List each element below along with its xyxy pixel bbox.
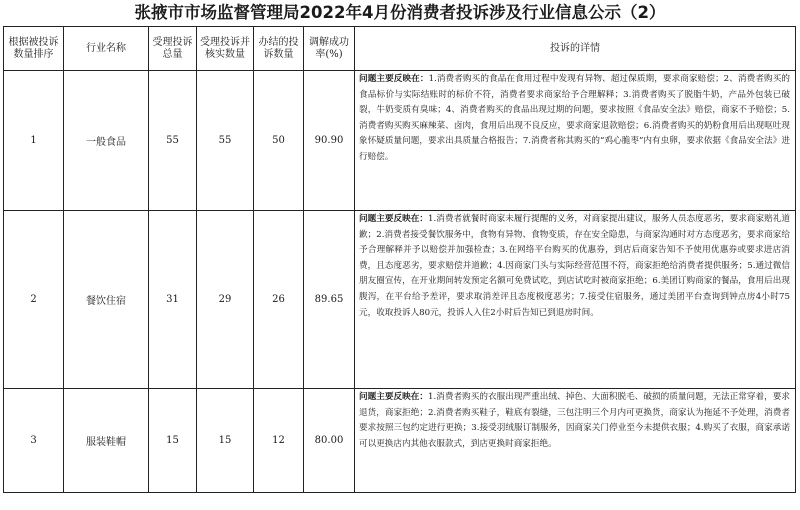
- row-rank: 1: [4, 71, 64, 211]
- row-total: 31: [149, 211, 197, 389]
- row-industry: 服装鞋帽: [64, 389, 149, 493]
- row-closed: 50: [254, 71, 304, 211]
- header-total: 受理投诉总量: [149, 27, 197, 71]
- detail-text: 1.消费者就餐时商家未履行提醒的义务，对商家提出建议，服务人员态度恶劣，要求商家赔礼道歉；2.消费者接受餐饮服务中，食物有异物、食物变质，存在安全隐患，与商家沟通时对方态度恶劣，要求商家给予合理解释并予以赔偿并加强检查；3.在网络平台购买的优惠券，到店后商家告知不予使用优惠券或要求进店消费，且态度恶劣，要求赔偿并道歉；4.因商家门头与实际经营范围不符，商家拒绝给消费者提供服务；5.通过微信朋友圈宣传，在开业期间转发预定名额可免费试吃，到店试吃时被商家拒绝；6.美团订购商家的餐品，食用后出现腹泻，在平台给予差评，要求取消差评且态度极度恶劣；7.接受住宿服务，通过美团平台查询到钟点房4小时75元，收取投诉人80元，投诉人入住2小时后告知已到退房时间。: [359, 214, 790, 318]
- row-industry: 餐饮住宿: [64, 211, 149, 389]
- row-success-rate: 89.65: [304, 211, 355, 389]
- row-details: [355, 211, 796, 389]
- header-closed: 办结的投诉数量: [254, 27, 304, 71]
- table-header-row: [4, 27, 796, 71]
- table-row: [4, 211, 796, 389]
- table-row: [4, 71, 796, 211]
- detail-label: 问题主要反映在：: [359, 74, 429, 84]
- detail-label: 问题主要反映在：: [359, 392, 429, 402]
- row-industry: 一般食品: [64, 71, 149, 211]
- row-verified: 55: [197, 71, 254, 211]
- row-verified: 29: [197, 211, 254, 389]
- complaint-table: [3, 26, 796, 493]
- row-verified: 15: [197, 389, 254, 493]
- header-success-rate: 调解成功率(%): [304, 27, 355, 71]
- row-closed: 12: [254, 389, 304, 493]
- row-details: [355, 389, 796, 493]
- row-closed: 26: [254, 211, 304, 389]
- header-details: 投诉的详情: [355, 27, 796, 71]
- row-total: 55: [149, 71, 197, 211]
- row-total: 15: [149, 389, 197, 493]
- header-industry: 行业名称: [64, 27, 149, 71]
- row-details: [355, 71, 796, 211]
- detail-label: 问题主要反映在：: [359, 214, 429, 224]
- detail-text: 1.消费者购买的衣服出现严重出绒、掉色、大面积脱毛、破损的质量问题，无法正常穿着，要求退货，商家拒绝；2.消费者购买鞋子，鞋底有裂缝，三包注明三个月内可更换货，商家认为拖延不予处理，消费者要求按照三包约定进行更换；3.接受羽绒服订制服务，因商家关门停业至今未提供衣服；4.购买了衣服，商家承诺可以更换店内其他衣服款式，到店更换时商家拒绝。: [359, 392, 790, 449]
- header-verified: 受理投诉并核实数量: [197, 27, 254, 71]
- row-rank: 2: [4, 211, 64, 389]
- detail-text: 1.消费者购买的食品在食用过程中发现有异物、超过保质期，要求商家赔偿；2、消费者购买的食品标价与实际结账时的标价不符，消费者要求商家给予合理解释；3.消费者购买了脱脂牛奶，产品外包装已破裂，牛奶变质有臭味；4、消费者购买的食品出现过期的问题，要求按照《食品安全法》赔偿，商家不予赔偿；5.消费者购买购买麻辣菜、卤肉，食用后出现不良反应，要求商家退款赔偿；6.消费者购买的奶粉食用后出现呕吐现象怀疑质量问题，要求出具质量合格报告；7.消费者称其购买的“鸡心脆枣”内有虫卵，要求依据《食品安全法》进行赔偿。: [359, 74, 790, 162]
- row-rank: 3: [4, 389, 64, 493]
- page-title: 张掖市市场监督管理局2022年4月份消费者投诉涉及行业信息公示（2）: [134, 3, 666, 22]
- row-success-rate: 80.00: [304, 389, 355, 493]
- row-success-rate: 90.90: [304, 71, 355, 211]
- table-row: [4, 389, 796, 493]
- header-rank: 根据被投诉数量排序: [4, 27, 64, 71]
